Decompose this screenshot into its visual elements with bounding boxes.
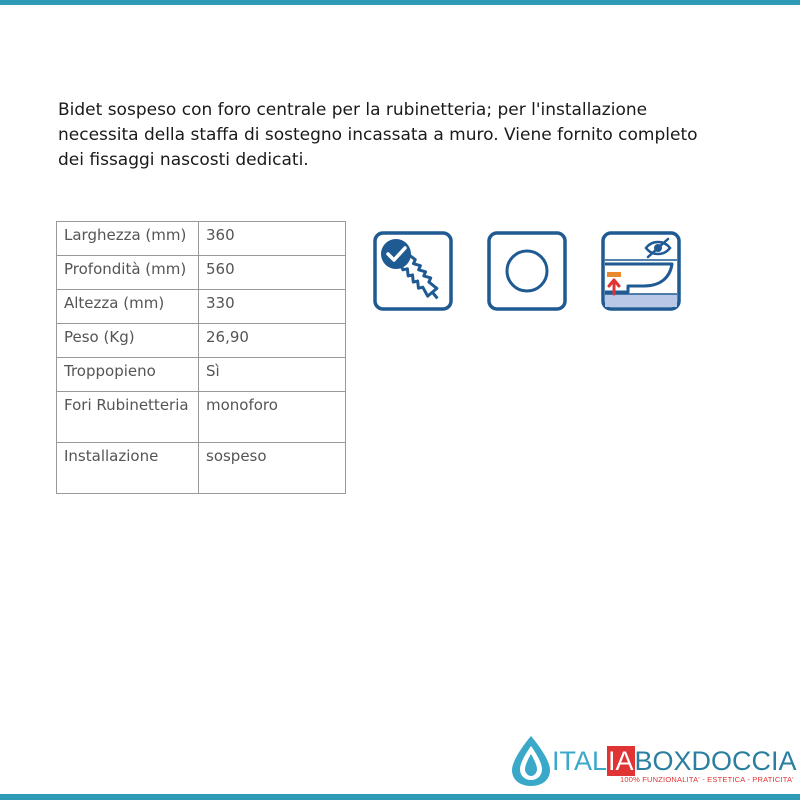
brand-logo	[508, 732, 798, 790]
spec-row	[57, 324, 346, 358]
spec-row	[57, 358, 346, 392]
spec-value: 360	[199, 222, 346, 256]
description-line-1: Bidet sospeso con foro centrale per la rubinetteria; per l'installazione	[58, 100, 648, 120]
specs-table	[56, 221, 346, 494]
spec-row	[57, 256, 346, 290]
description-line-2: necessita della staffa di sostegno incassata a muro. Viene fornito completo	[58, 125, 698, 145]
top-accent-bar	[0, 0, 800, 5]
spec-value: sospeso	[199, 443, 346, 494]
spec-label: Peso (Kg)	[57, 324, 199, 358]
spec-row	[57, 222, 346, 256]
spec-row	[57, 443, 346, 494]
brand-part-ital: ITAL	[552, 746, 608, 776]
bottom-accent-bar	[0, 794, 800, 800]
anchor-check-icon	[372, 230, 454, 312]
brand-part-boxdoccia: BOXDOCCIA	[634, 746, 797, 776]
water-drop-icon	[508, 734, 554, 788]
spec-value: 330	[199, 290, 346, 324]
single-hole-icon	[486, 230, 568, 312]
spec-value: Sì	[199, 358, 346, 392]
spec-label: Profondità (mm)	[57, 256, 199, 290]
spec-label: Troppopieno	[57, 358, 199, 392]
spec-value: 26,90	[199, 324, 346, 358]
brand-name	[552, 746, 797, 776]
spec-label: Fori Rubinetteria	[57, 392, 199, 443]
spec-value: 560	[199, 256, 346, 290]
spec-row	[57, 290, 346, 324]
brand-tagline: 100% FUNZIONALITA' - ESTETICA - PRATICITA'	[620, 775, 794, 784]
brand-part-ia: IA	[608, 746, 634, 776]
spec-value: monoforo	[199, 392, 346, 443]
hidden-fixing-icon	[600, 230, 682, 312]
description-line-3: dei fissaggi nascosti dedicati.	[58, 150, 309, 170]
spec-row	[57, 392, 346, 443]
spec-label: Installazione	[57, 443, 199, 494]
product-description	[58, 98, 758, 173]
spec-label: Larghezza (mm)	[57, 222, 199, 256]
spec-label: Altezza (mm)	[57, 290, 199, 324]
